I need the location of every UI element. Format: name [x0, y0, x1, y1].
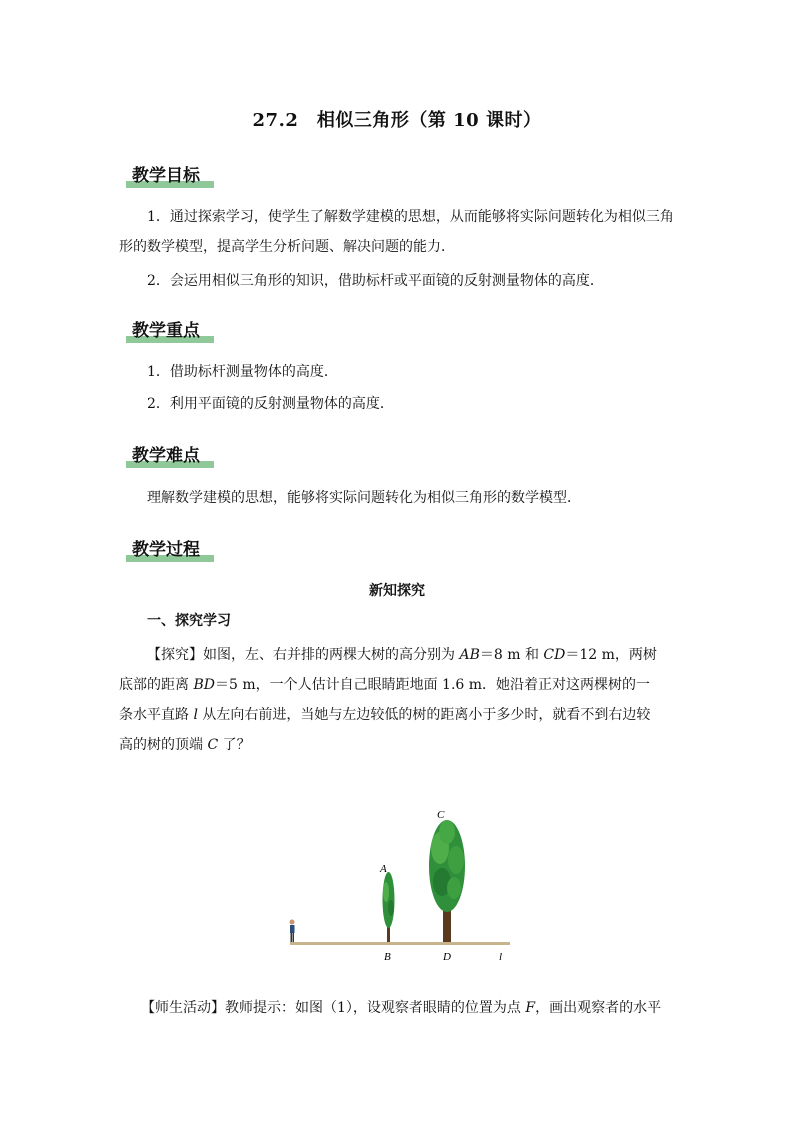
label-A: A	[380, 863, 387, 875]
subheading-explore: 一、探究学习	[147, 613, 231, 629]
big-tree	[429, 820, 465, 942]
activity-paragraph: 【师生活动】教师提示：如图（1），设观察者眼睛的位置为点 F，画出观察者的水平	[141, 1000, 662, 1016]
goal-item-2: 2．会运用相似三角形的知识，借助标杆或平面镜的反射测量物体的高度．	[147, 273, 604, 289]
two-trees-figure	[280, 800, 520, 970]
explore-paragraph: 【探究】如图，左、右并排的两棵大树的高分别为 AB＝8 m 和 CD＝12 m，两树底部的距离 BD＝5 m，一个人估计自己眼睛距地面 1.6 m．她沿着正对这两棵树的一条水平直路 l 从左向右前进，当她与左边较低的树的距离小于多少时，就看不到右边较高的树的顶端 C 了？	[119, 647, 657, 753]
small-tree	[383, 872, 395, 942]
page-title: 27.2 相似三角形（第 10 课时）	[252, 110, 542, 131]
difficulty-text: 理解数学建模的思想，能够将实际问题转化为相似三角形的数学模型．	[147, 490, 581, 506]
observer-figure	[290, 920, 295, 943]
label-C: C	[437, 809, 445, 821]
label-D: D	[443, 951, 451, 963]
key-point-1: 1．借助标杆测量物体的高度．	[147, 364, 338, 380]
goal-item-1: 1．通过探索学习，使学生了解数学建模的思想，从而能够将实际问题转化为相似三角形的数学模型，提高学生分析问题、解决问题的能力．	[119, 209, 674, 255]
label-l: l	[499, 951, 503, 963]
ground-line	[290, 942, 510, 945]
label-B: B	[384, 951, 391, 963]
key-point-2: 2．利用平面镜的反射测量物体的高度．	[147, 396, 394, 412]
subheading-new-knowledge: 新知探究	[369, 583, 425, 599]
